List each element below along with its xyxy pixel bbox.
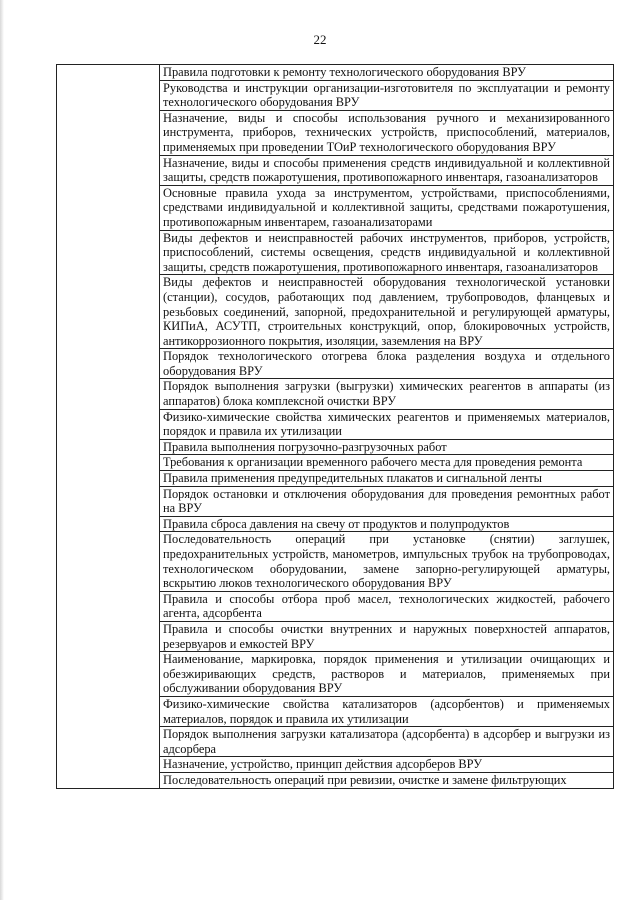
knowledge-item-cell bbox=[160, 652, 614, 697]
knowledge-item-cell bbox=[160, 471, 614, 487]
knowledge-item-cell bbox=[160, 349, 614, 379]
knowledge-item-text: Физико-химические свойства химических реагентов и применяемых материалов, порядок и правила их утилизации bbox=[163, 409, 610, 439]
knowledge-item-text: Руководства и инструкции организации-изготовителя по эксплуатации и ремонту технологического оборудования ВРУ bbox=[163, 80, 610, 110]
knowledge-item-cell bbox=[160, 439, 614, 455]
requirements-table bbox=[56, 64, 614, 789]
knowledge-item-cell bbox=[160, 275, 614, 349]
knowledge-item-text: Назначение, виды и способы применения средств индивидуальной и коллективной защиты, средств пожаротушения, противопожарного инвентаря, газоанализаторов bbox=[163, 155, 610, 185]
knowledge-item-text: Назначение, устройство, принцип действия адсорберов ВРУ bbox=[163, 757, 483, 772]
knowledge-item-text: Порядок остановки и отключения оборудования для проведения ремонтных работ на ВРУ bbox=[163, 486, 610, 516]
knowledge-item-text: Правила сброса давления на свечу от продуктов и полупродуктов bbox=[163, 516, 510, 531]
knowledge-item-text: Виды дефектов и неисправностей рабочих инструментов, приборов, устройств, приспособлений, системы освещения, средств индивидуальной и коллективной защиты, средств пожаротушения, противопожарного инвентаря, газоанализаторов bbox=[163, 230, 610, 274]
knowledge-item-cell bbox=[160, 532, 614, 591]
knowledge-item-cell bbox=[160, 379, 614, 409]
table-body bbox=[57, 65, 614, 789]
knowledge-item-text: Требования к организации временного рабочего места для проведения ремонта bbox=[163, 455, 583, 470]
knowledge-item-cell bbox=[160, 727, 614, 757]
knowledge-item-text: Порядок технологического отогрева блока разделения воздуха и отдельного оборудования ВРУ bbox=[163, 349, 610, 378]
knowledge-item-cell bbox=[160, 591, 614, 621]
knowledge-item-text: Правила и способы отбора проб масел, технологических жидкостей, рабочего агента, адсорбента bbox=[163, 591, 610, 621]
knowledge-item-cell bbox=[160, 486, 614, 516]
empty-left-column-cell bbox=[57, 65, 160, 789]
knowledge-item-cell bbox=[160, 409, 614, 439]
knowledge-item-text: Наименование, маркировка, порядок применения и утилизации очищающих и обезжиривающих средств, растворов и материалов, применяемых при обслуживании оборудования ВРУ bbox=[163, 652, 610, 696]
knowledge-item-cell bbox=[160, 110, 614, 155]
scan-edge bbox=[0, 0, 4, 900]
knowledge-item-text: Правила подготовки к ремонту технологического оборудования ВРУ bbox=[163, 65, 526, 79]
knowledge-item-cell bbox=[160, 65, 614, 81]
table-row bbox=[57, 65, 614, 81]
knowledge-item-text: Назначение, виды и способы использования ручного и механизированного инструмента, приборов, технических устройств, приспособлений, материалов, применяемых при проведении ТОиР технологического оборудования ВРУ bbox=[163, 110, 610, 154]
knowledge-item-cell bbox=[160, 516, 614, 532]
knowledge-item-cell bbox=[160, 757, 614, 773]
knowledge-item-text: Виды дефектов и неисправностей оборудования технологической установки (станции), сосудов, работающих под давлением, трубопроводов, фланцевых и резьбовых соединений, запорной, предохранительной и регулирующей арматуры, КИПиА, АСУТП, строительных конструкций, опор, блокировочных устройств, антикоррозионного покрытия, изоляции, заземления на ВРУ bbox=[163, 275, 610, 348]
knowledge-item-cell bbox=[160, 696, 614, 726]
knowledge-item-text: Правила и способы очистки внутренних и наружных поверхностей аппаратов, резервуаров и емкостей ВРУ bbox=[163, 621, 610, 651]
knowledge-item-cell bbox=[160, 155, 614, 185]
knowledge-item-cell bbox=[160, 80, 614, 110]
knowledge-item-cell bbox=[160, 621, 614, 651]
knowledge-item-text: Порядок выполнения загрузки катализатора (адсорбента) в адсорбер и выгрузки из адсорбера bbox=[163, 727, 610, 756]
knowledge-item-cell bbox=[160, 455, 614, 471]
knowledge-item-text: Порядок выполнения загрузки (выгрузки) химических реагентов в аппараты (из аппаратов) блока комплексной очистки ВРУ bbox=[163, 379, 610, 409]
knowledge-item-cell bbox=[160, 772, 614, 788]
knowledge-item-text: Основные правила ухода за инструментом, устройствами, приспособлениями, средствами индивидуальной и коллективной защиты, средствами пожаротушения, противопожарным инвентарем, газоанализаторами bbox=[163, 185, 610, 229]
knowledge-item-cell bbox=[160, 230, 614, 275]
knowledge-item-text: Физико-химические свойства катализаторов (адсорбентов) и применяемых материалов, порядок и правила их утилизации bbox=[163, 696, 610, 726]
knowledge-item-text: Последовательность операций при ревизии, очистке и замене фильтрующих bbox=[163, 772, 567, 787]
knowledge-item-text: Последовательность операций при установке (снятии) заглушек, предохранительных устройств, манометров, импульсных трубок на трубопроводах, технологическом оборудовании, замене запорно-регулирующей арматуры, вскрытию люков технологического оборудования ВРУ bbox=[163, 532, 610, 591]
page-number: 22 bbox=[313, 32, 327, 47]
knowledge-item-text: Правила применения предупредительных плакатов и сигнальной ленты bbox=[163, 471, 542, 486]
knowledge-item-cell bbox=[160, 185, 614, 230]
knowledge-item-text: Правила выполнения погрузочно-разгрузочных работ bbox=[163, 439, 447, 454]
